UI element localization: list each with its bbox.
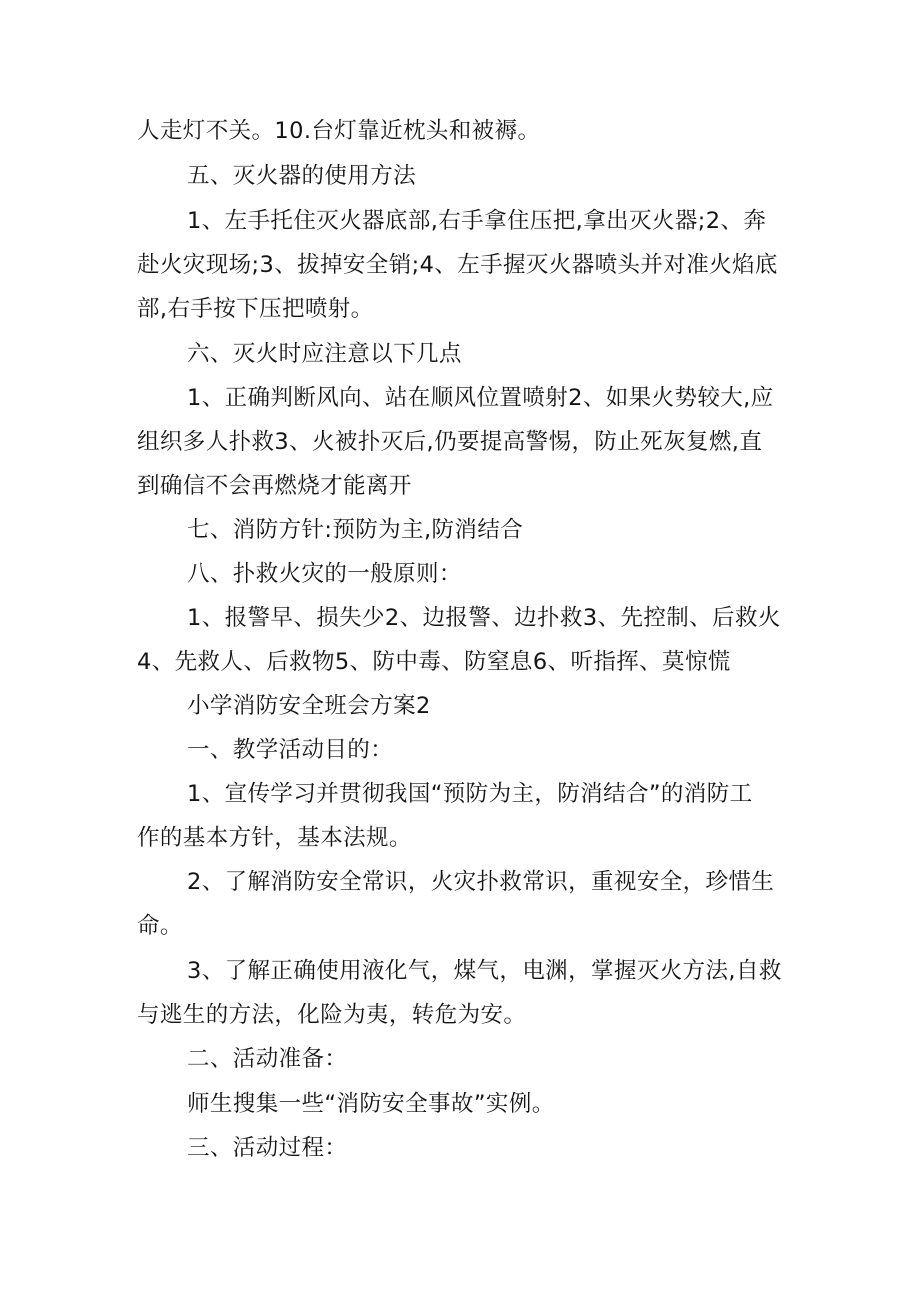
section-heading-fire-policy: 七、消防方针:预防为主,防消结合 [187, 517, 524, 543]
text-line-firefighting-notes-3: 到确信不会再燃烧才能离开 [137, 473, 412, 499]
section-heading-teaching-goals: 一、教学活动目的： [187, 737, 394, 763]
text-line-closing-list-item: 人走灯不关。10.台灯靠近枕头和被褥。 [137, 118, 541, 144]
text-line-firefighting-notes-1: 1、正确判断风向、站在顺风位置喷射2、如果火势较大,应 [187, 385, 774, 411]
text-line-fire-principles-1: 1、报警早、损失少2、边报警、边扑救3、先控制、后救火 [187, 605, 781, 631]
document-subtitle: 小学消防安全班会方案2 [187, 693, 431, 719]
section-heading-activity-process: 三、活动过程： [187, 1135, 348, 1161]
section-heading-extinguisher-usage: 五、灭火器的使用方法 [187, 163, 417, 189]
text-line-extinguisher-steps-1: 1、左手托住灭火器底部,右手拿住压把,拿出灭火器;2、奔 [187, 208, 767, 234]
section-heading-firefighting-notes: 六、灭火时应注意以下几点 [187, 341, 462, 367]
section-heading-fire-principles: 八、扑救火灾的一般原则： [187, 561, 462, 587]
text-line-extinguisher-steps-2: 赴火灾现场;3、拔掉安全销;4、左手握灭火器喷头并对准火焰底 [137, 252, 778, 278]
text-line-goal-1-b: 作的基本方针，基本法规。 [137, 825, 412, 851]
text-line-goal-3-b: 与逃生的方法，化险为夷，转危为安。 [137, 1002, 527, 1028]
text-line-fire-principles-2: 4、先救人、后救物5、防中毒、防窒息6、听指挥、莫惊慌 [137, 649, 731, 675]
text-line-preparation: 师生搜集一些“消防安全事故”实例。 [187, 1091, 555, 1117]
text-line-goal-2-a: 2、了解消防安全常识，火灾扑救常识，重视安全，珍惜生 [187, 869, 775, 895]
text-line-firefighting-notes-2: 组织多人扑救3、火被扑灭后,仍要提高警惕，防止死灰复燃,直 [137, 429, 763, 455]
text-line-goal-1-a: 1、宣传学习并贯彻我国“预防为主，防消结合”的消防工 [187, 781, 753, 807]
text-line-goal-2-b: 命。 [137, 913, 183, 939]
text-line-goal-3-a: 3、了解正确使用液化气，煤气，电渊，掌握灭火方法,自救 [187, 958, 782, 984]
text-line-extinguisher-steps-3: 部,右手按下压把喷射。 [137, 296, 374, 322]
section-heading-activity-preparation: 二、活动准备： [187, 1046, 348, 1072]
